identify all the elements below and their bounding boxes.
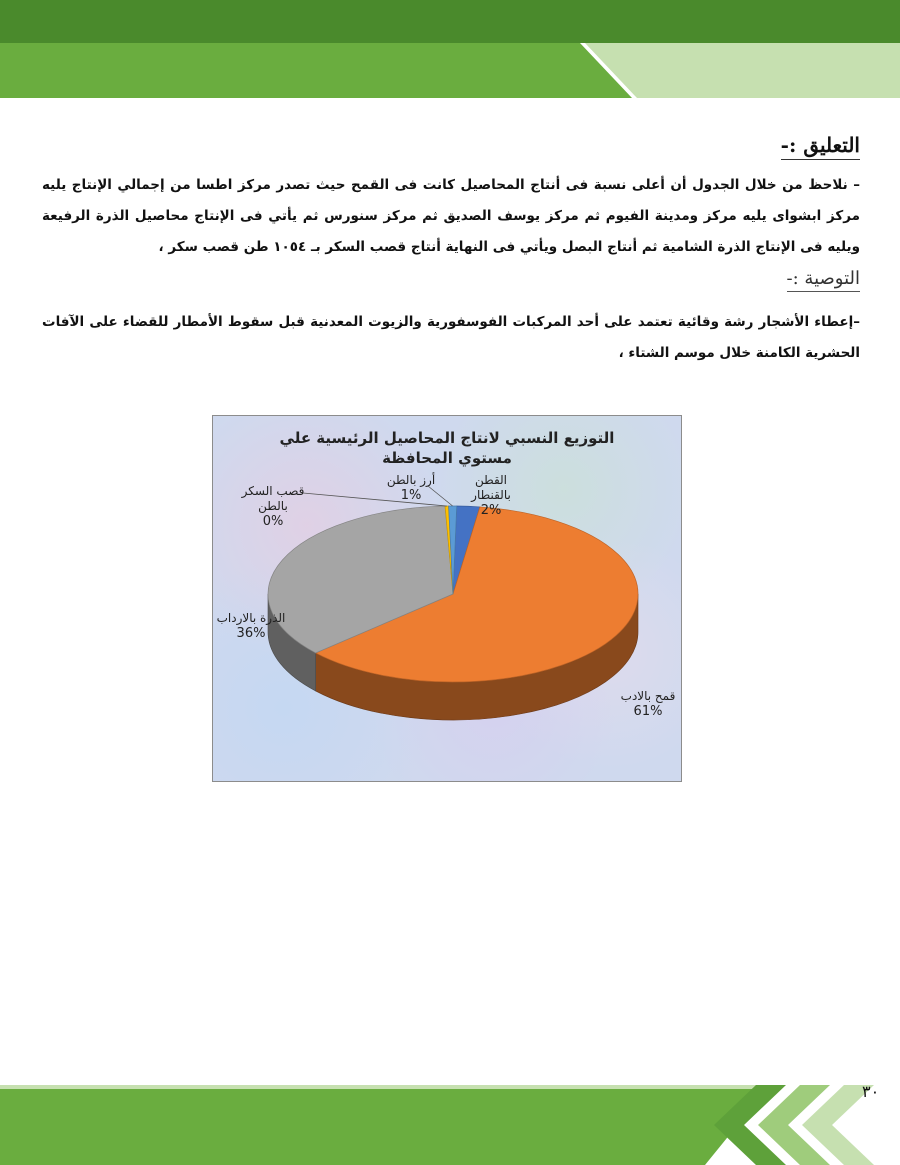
slice-label-cotton-pct: 2% — [480, 503, 502, 518]
slice-label-rice-name: أرز بالطن — [386, 473, 436, 487]
comment-paragraph: – نلاحظ من خلال الجدول أن أعلى نسبة فى أنتاج المحاصيل كانت فى القمح حيث تصدر مركز اطسا من إجمالي الإنتاج يليه مركز ابشواى يليه مركز ومدينة الفيوم ثم مركز يوسف الصديق ثم مركز سنورس ثم يأتي فى الإنتاج محاصيل الذرة الرفيعة ويليه فى الإنتاج الذرة الشامية ثم أنتاج البصل ويأتي فى النهاية أنتاج قصب السكر بـ ١٠٥٤ طن قصب سكر ، — [42, 177, 860, 255]
slice-label-wheat — [615, 689, 681, 719]
comment-heading: التعليق :- — [780, 133, 860, 157]
chart-title: التوزيع النسبي لانتاج المحاصيل الرئيسية علي مستوي المحافظة — [279, 429, 615, 467]
pie-chart — [212, 415, 682, 782]
footer-band — [0, 1080, 900, 1165]
slice-label-sugarcane — [233, 484, 313, 529]
recommendation-paragraph: –إعطاء الأشجار رشة وقائية تعتمد على أحد المركبات الفوسفورية والزيوت المعدنية قبل سقوط الأمطار للقضاء على الآفات الحشرية الكامنة خلال موسم الشتاء ، — [42, 314, 860, 361]
slice-label-cotton-name: القطن بالقنطار — [471, 473, 511, 502]
page-number: ٣٠ — [862, 1082, 880, 1101]
slice-label-rice — [376, 473, 446, 503]
header-band — [0, 0, 900, 100]
slice-label-corn-pct: 36% — [236, 626, 266, 641]
slice-label-corn — [211, 611, 291, 641]
slice-label-wheat-pct: 61% — [633, 704, 663, 719]
recommendation-heading: التوصية :- — [786, 268, 860, 289]
slice-label-rice-pct: 1% — [400, 488, 422, 503]
slice-label-wheat-name: قمح بالادب — [620, 689, 676, 703]
slice-label-sugarcane-name: قصب السكر بالطن — [241, 484, 305, 513]
slice-label-sugarcane-pct: 0% — [262, 514, 284, 529]
slice-label-corn-name: الذرة بالارداب — [216, 611, 286, 625]
pie-chart-canvas — [213, 416, 683, 783]
slice-label-cotton — [455, 473, 527, 518]
